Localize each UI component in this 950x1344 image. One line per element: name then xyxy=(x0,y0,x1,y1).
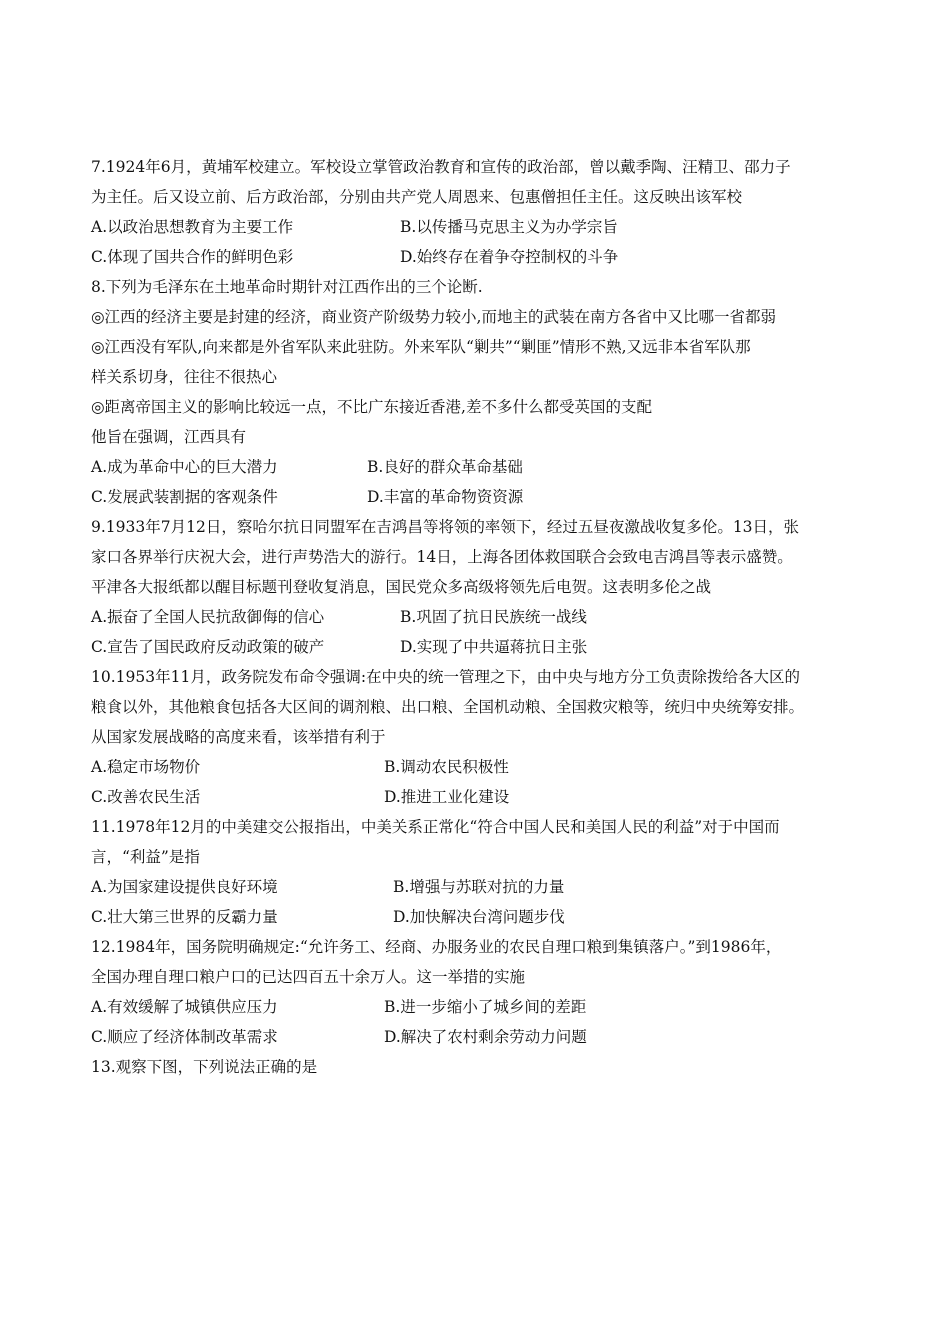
options-row xyxy=(91,782,871,812)
option-b: B.调动农民积极性 xyxy=(384,758,509,776)
option-a: A.振奋了全国人民抗敌御侮的信心 xyxy=(91,608,325,626)
exam-page xyxy=(91,152,871,1082)
question-stem-line: 言，“利益”是指 xyxy=(91,848,200,866)
quote-line: ◎距离帝国主义的影响比较远一点，不比广东接近香港,差不多什么都受英国的支配 xyxy=(91,398,652,416)
question-stem-line: 7.1924年6月，黄埔军校建立。军校设立掌管政治教育和宣传的政治部，曾以戴季陶、汪精卫、邵力子 xyxy=(91,158,791,176)
options-row xyxy=(91,242,871,272)
quote-line: ◎江西的经济主要是封建的经济，商业资产阶级势力较小,而地主的武装在南方各省中又比哪一省都弱 xyxy=(91,308,776,326)
options-row xyxy=(91,902,871,932)
option-c: C.体现了国共合作的鲜明色彩 xyxy=(91,248,294,266)
option-d: D.推进工业化建设 xyxy=(384,788,510,806)
options-row xyxy=(91,1022,871,1052)
question-stem-line: 9.1933年7月12日，察哈尔抗日同盟军在吉鸿昌等将领的率领下，经过五昼夜激战收复多伦。13日，张 xyxy=(91,518,800,536)
question-stem-line: 13.观察下图，下列说法正确的是 xyxy=(91,1058,318,1076)
option-c: C.改善农民生活 xyxy=(91,788,201,806)
question-stem-line: 粮食以外，其他粮食包括各大区间的调剂粮、出口粮、全国机动粮、全国救灾粮等，统归中央统筹安排。 xyxy=(91,698,805,716)
options-row xyxy=(91,452,871,482)
option-a: A.成为革命中心的巨大潜力 xyxy=(91,458,278,476)
option-c: C.宣告了国民政府反动政策的破产 xyxy=(91,638,325,656)
options-row xyxy=(91,992,871,1022)
option-a: A.为国家建设提供良好环境 xyxy=(91,878,278,896)
option-c: C.顺应了经济体制改革需求 xyxy=(91,1028,278,1046)
question-9 xyxy=(91,512,871,662)
option-c: C.壮大第三世界的反霸力量 xyxy=(91,908,278,926)
option-b: B.巩固了抗日民族统一战线 xyxy=(400,608,587,626)
question-stem-line: 12.1984年，国务院明确规定:“允许务工、经商、办服务业的农民自理口粮到集镇落户。”到1986年， xyxy=(91,938,782,956)
options-row xyxy=(91,482,871,512)
options-row xyxy=(91,872,871,902)
option-d: D.加快解决台湾问题步伐 xyxy=(393,908,565,926)
option-d: D.丰富的革命物资资源 xyxy=(367,488,524,506)
option-b: B.良好的群众革命基础 xyxy=(367,458,523,476)
quote-line: ◎江西没有军队,向来都是外省军队来此驻防。外来军队“剿共”“剿匪”情形不熟,又远非本省军队那 xyxy=(91,338,751,356)
question-stem-line: 家口各界举行庆祝大会，进行声势浩大的游行。14日，上海各团体救国联合会致电吉鸿昌等表示盛赞。 xyxy=(91,548,793,566)
question-stem-line: 11.1978年12月的中美建交公报指出，中美关系正常化“符合中国人民和美国人民的利益”对于中国而 xyxy=(91,818,780,836)
options-row xyxy=(91,752,871,782)
option-b: B.增强与苏联对抗的力量 xyxy=(393,878,565,896)
option-c: C.发展武装割据的客观条件 xyxy=(91,488,278,506)
quote-line: 样关系切身，往往不很热心 xyxy=(91,368,278,386)
options-row xyxy=(91,632,871,662)
question-stem-line: 平津各大报纸都以醒目标题刊登收复消息，国民党众多高级将领先后电贺。这表明多伦之战 xyxy=(91,578,712,596)
option-d: D.实现了中共逼蒋抗日主张 xyxy=(400,638,588,656)
option-d: D.解决了农村剩余劳动力问题 xyxy=(384,1028,587,1046)
option-a: A.有效缓解了城镇供应压力 xyxy=(91,998,278,1016)
options-row xyxy=(91,212,871,242)
question-stem-line: 10.1953年11月，政务院发布命令强调:在中央的统一管理之下，由中央与地方分工负责除拨给各大区的 xyxy=(91,668,801,686)
question-stem-line: 全国办理自理口粮户口的已达四百五十余万人。这一举措的实施 xyxy=(91,968,526,986)
question-stem-line: 为主任。后又设立前、后方政治部，分别由共产党人周恩来、包惠僧担任主任。这反映出该军校 xyxy=(91,188,743,206)
question-12 xyxy=(91,932,871,1052)
question-stem-line: 他旨在强调，江西具有 xyxy=(91,428,247,446)
question-10 xyxy=(91,662,871,812)
options-row xyxy=(91,602,871,632)
option-b: B.以传播马克思主义为办学宗旨 xyxy=(400,218,618,236)
option-a: A.以政治思想教育为主要工作 xyxy=(91,218,294,236)
question-stem-line: 8.下列为毛泽东在土地革命时期针对江西作出的三个论断. xyxy=(91,278,483,296)
question-8 xyxy=(91,272,871,512)
question-stem-line: 从国家发展战略的高度来看，该举措有利于 xyxy=(91,728,386,746)
option-d: D.始终存在着争夺控制权的斗争 xyxy=(400,248,619,266)
question-11 xyxy=(91,812,871,932)
question-7 xyxy=(91,152,871,272)
option-b: B.进一步缩小了城乡间的差距 xyxy=(384,998,587,1016)
option-a: A.稳定市场物价 xyxy=(91,758,201,776)
question-13 xyxy=(91,1052,871,1082)
